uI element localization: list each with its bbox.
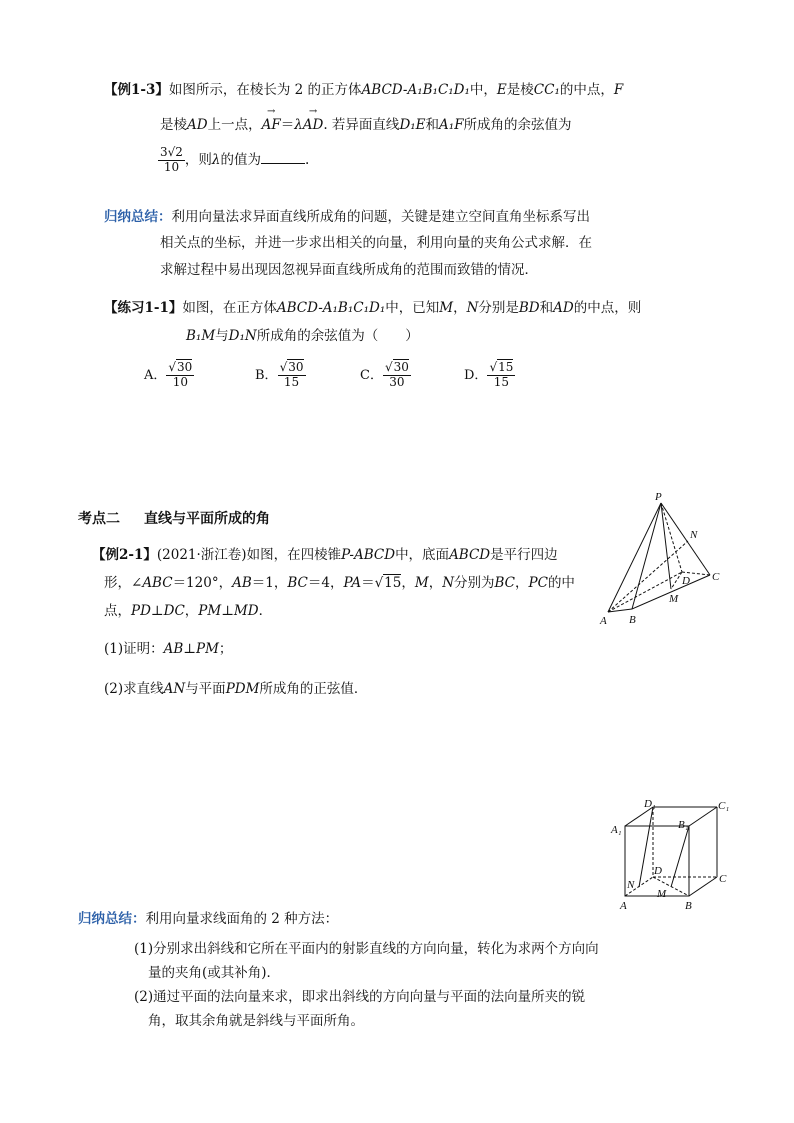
cube-figure <box>608 797 738 913</box>
pyramid-label-c: C <box>712 571 720 583</box>
summary-1-line3: 求解过程中易出现因忽视异面直线所成角的范围而致错的情况． <box>160 262 538 278</box>
example-label: 【例1-3】 <box>104 82 169 98</box>
cube-label-b1: B₁ <box>678 819 689 831</box>
cube-label-m: M <box>657 888 667 900</box>
example-2-1-line2: 形，∠ABC＝120°，AB＝1，BC＝4，PA＝√15，M，N分别为BC，PC的中 <box>104 575 575 591</box>
pyramid-label-p: P <box>655 491 662 503</box>
section-number: 考点二 <box>78 511 120 527</box>
pyramid-figure <box>590 488 730 628</box>
question-1: (1)证明：AB⊥PM； <box>104 641 233 657</box>
cube-label-a: A <box>620 900 627 912</box>
practice-label: 【练习1-1】 <box>104 300 183 316</box>
example-label: 【例2-1】 <box>92 547 157 563</box>
section-heading <box>78 508 270 528</box>
summary-label: 归纳总结： <box>78 911 146 927</box>
example-1-3-line1: 【例1-3】如图所示，在棱长为 2 的正方体ABCD-A₁B₁C₁D₁中，E是棱CC₁的中点，F <box>104 82 624 98</box>
section-title: 直线与平面所成的角 <box>144 511 270 527</box>
vector-af: → AF <box>262 117 281 133</box>
summary-2-line2: 量的夹角(或其补角)． <box>148 965 281 981</box>
option-c[interactable]: C． $\frac{√30}{30}$ <box>360 360 409 389</box>
option-b[interactable]: B． $\frac{√30}{15}$ <box>255 360 304 389</box>
example-2-1-line1: 【例2-1】(2021·浙江卷)如图，在四棱锥P-ABCD中，底面ABCD是平行四边 <box>92 547 558 563</box>
summary-1-line2: 相关点的坐标，并进一步求出相关的向量，利用向量的夹角公式求解．在 <box>160 235 592 251</box>
example-2-1-line3: 点，PD⊥DC，PM⊥MD． <box>104 603 273 619</box>
cube-label-c: C <box>719 873 727 885</box>
answer-blank <box>261 151 305 164</box>
example-1-3-line2: 是棱AD上一点，→ AF＝λ→ AD. 若异面直线D₁E和A₁F所成角的余弦值为 <box>160 113 572 133</box>
pyramid-label-d: D <box>682 575 690 587</box>
summary-2-line3: (2)通过平面的法向量来求，即求出斜线的方向向量与平面的法向量所夹的锐 <box>134 989 586 1005</box>
pyramid-label-a: A <box>600 615 607 627</box>
summary-label: 归纳总结： <box>104 209 172 225</box>
option-d[interactable]: D． $\frac{√15}{15}$ <box>464 360 514 389</box>
pyramid-label-m: M <box>669 593 679 605</box>
vector-ad: → AD <box>303 117 324 133</box>
example-1-3-line3: $\frac{3√2}{10}$ ，则λ的值为 . <box>160 145 310 174</box>
cube-label-a1: A₁ <box>611 824 622 836</box>
summary-2-line1: (1)分别求出斜线和它所在平面内的射影直线的方向向量，转化为求两个方向向 <box>134 941 599 957</box>
question-2: (2)求直线AN与平面PDM所成角的正弦值． <box>104 681 368 697</box>
summary-1-line1: 归纳总结：利用向量法求异面直线所成角的问题，关键是建立空间直角坐标系写出 <box>104 209 590 225</box>
summary-2-head: 归纳总结：利用向量求线面角的 2 种方法： <box>78 911 339 927</box>
summary-2-line4: 角，取其余角就是斜线与平面所角。 <box>148 1013 364 1029</box>
fraction-3sqrt2-over-10: $\frac{3√2}{10}$ <box>160 145 183 174</box>
cube-label-c1: C₁ <box>718 800 730 812</box>
option-a[interactable]: A． $\frac{√30}{10}$ <box>144 360 193 389</box>
practice-1-1-line1: 【练习1-1】如图，在正方体ABCD-A₁B₁C₁D₁中，已知M，N分别是BD和AD的中点，则 <box>104 300 642 316</box>
cube-label-d1: D₁ <box>644 798 656 810</box>
pyramid-label-b: B <box>629 614 636 626</box>
pyramid-label-n: N <box>690 529 698 541</box>
cube-label-n: N <box>627 879 635 891</box>
cube-label-b: B <box>685 900 692 912</box>
cube-label-d: D <box>654 865 662 877</box>
practice-1-1-line2: B₁M与D₁N所成角的余弦值为（ ） <box>186 328 419 344</box>
